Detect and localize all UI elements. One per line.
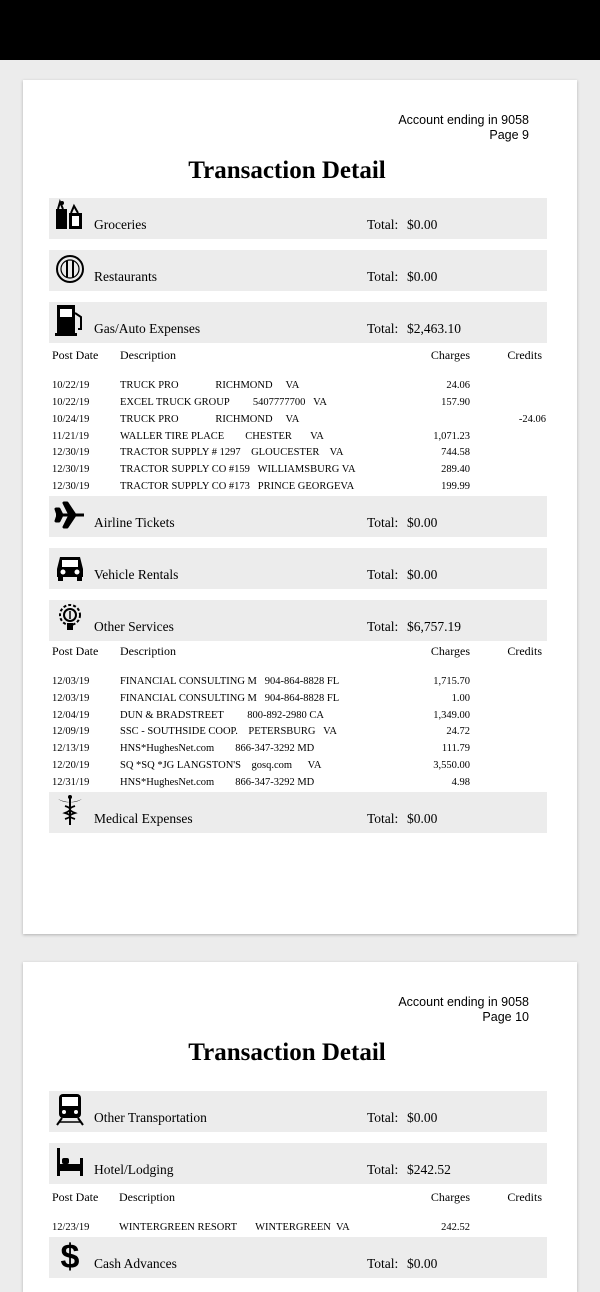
table-row: 12/31/19 HNS*HughesNet.com 866-347-3292 MD 4.98 (52, 777, 470, 788)
category-band-gas-auto (49, 302, 547, 343)
category-total: $2,463.10 (407, 321, 461, 336)
statement-page-10 (23, 962, 577, 1292)
header-charges: Charges (430, 644, 470, 658)
services-table-header (52, 644, 546, 660)
table-row: 10/22/19 TRUCK PRO RICHMOND VA 24.06 (52, 380, 470, 391)
category-total: $0.00 (407, 515, 438, 530)
table-row: 12/20/19 SQ *SQ *JG LANGSTON'S gosq.com VA 3,550.00 (52, 760, 470, 771)
category-label: Other Services (94, 619, 174, 634)
header-description: Description (119, 1190, 175, 1204)
category-total: $0.00 (407, 217, 438, 232)
category-label: Hotel/Lodging (94, 1162, 174, 1177)
page-title: Transaction Detail (188, 1039, 386, 1066)
category-total: $0.00 (407, 811, 438, 826)
account-ending-text: Account ending in 9058 (398, 995, 529, 1009)
page-number: Page 10 (482, 1010, 529, 1024)
table-row: 12/13/19 HNS*HughesNet.com 866-347-3292 MD 111.79 (52, 743, 470, 754)
category-label: Airline Tickets (94, 515, 175, 530)
grocery-bags-icon (54, 199, 86, 233)
header-description: Description (120, 348, 176, 362)
category-band-groceries (49, 198, 547, 239)
total-label: Total: (367, 567, 399, 582)
total-label: Total: (367, 217, 399, 232)
category-total: $0.00 (407, 1110, 438, 1125)
table-row: 11/21/19 WALLER TIRE PLACE CHESTER VA 1,071.23 (52, 431, 470, 442)
header-credits: Credits (507, 348, 542, 362)
total-label: Total: (367, 619, 399, 634)
top-black-bar (0, 0, 600, 60)
header-post-date: Post Date (52, 1190, 99, 1204)
account-header (398, 113, 529, 143)
car-icon (54, 549, 86, 583)
statement-page-9 (23, 80, 577, 934)
table-row: 12/30/19 TRACTOR SUPPLY # 1297 GLOUCESTER VA 744.58 (52, 447, 470, 458)
caduceus-icon (54, 793, 86, 827)
header-charges: Charges (430, 348, 470, 362)
table-row: 12/09/19 SSC - SOUTHSIDE COOP. PETERSBURG VA 24.72 (52, 726, 470, 737)
table-row: 12/03/19 FINANCIAL CONSULTING M 904-864-8828 FL 1.00 (52, 693, 470, 704)
total-label: Total: (367, 515, 399, 530)
category-label: Other Transportation (94, 1110, 207, 1125)
header-description: Description (120, 644, 176, 658)
page-title: Transaction Detail (188, 157, 386, 184)
total-label: Total: (367, 1162, 399, 1177)
table-row: 12/30/19 TRACTOR SUPPLY CO #159 WILLIAMSBURG VA 289.40 (52, 464, 470, 475)
table-row: 12/30/19 TRACTOR SUPPLY CO #173 PRINCE GEORGEVA 199.99 (52, 481, 470, 492)
header-credits: Credits (507, 1190, 542, 1204)
header-post-date: Post Date (52, 348, 99, 362)
gas-pump-icon (54, 303, 86, 337)
restaurant-plate-icon (54, 251, 86, 285)
dollar-sign-icon (54, 1238, 86, 1272)
total-label: Total: (367, 321, 399, 336)
total-label: Total: (367, 811, 399, 826)
category-band-other-transportation (49, 1091, 547, 1132)
header-post-date: Post Date (52, 644, 99, 658)
category-label: Medical Expenses (94, 811, 193, 826)
lightbulb-gear-icon (54, 601, 86, 635)
airplane-icon (54, 497, 86, 531)
table-row: 12/23/19 WINTERGREEN RESORT WINTERGREEN VA 242.52 (52, 1222, 470, 1233)
table-row: 10/22/19 EXCEL TRUCK GROUP 5407777700 VA 157.90 (52, 397, 470, 408)
category-band-cash-advances (49, 1237, 547, 1278)
category-total: $0.00 (407, 269, 438, 284)
category-band-other-services (49, 600, 547, 641)
svg-text:$: $ (60, 1238, 80, 1272)
category-band-vehicle-rentals (49, 548, 547, 589)
category-total: $6,757.19 (407, 619, 461, 634)
table-row: 10/24/19 TRUCK PRO RICHMOND VA -24.06 (52, 414, 546, 425)
header-credits: Credits (507, 644, 542, 658)
category-label: Cash Advances (94, 1256, 177, 1271)
total-label: Total: (367, 1256, 399, 1271)
account-header (398, 995, 529, 1025)
category-total: $242.52 (407, 1162, 451, 1177)
gas-table-header (52, 348, 546, 364)
total-label: Total: (367, 1110, 399, 1125)
table-row: 12/03/19 FINANCIAL CONSULTING M 904-864-8828 FL 1,715.70 (52, 676, 470, 687)
category-label: Gas/Auto Expenses (94, 321, 201, 336)
category-label: Restaurants (94, 269, 157, 284)
bed-icon (54, 1144, 86, 1178)
train-icon (54, 1092, 86, 1126)
total-label: Total: (367, 269, 399, 284)
hotel-table-header (52, 1190, 546, 1206)
category-label: Groceries (94, 217, 147, 232)
table-row: 12/04/19 DUN & BRADSTREET 800-892-2980 CA 1,349.00 (52, 710, 470, 721)
category-total: $0.00 (407, 1256, 438, 1271)
page-number: Page 9 (489, 128, 529, 142)
category-band-medical (49, 792, 547, 833)
category-total: $0.00 (407, 567, 438, 582)
category-band-hotel-lodging (49, 1143, 547, 1184)
category-label: Vehicle Rentals (94, 567, 179, 582)
account-ending-text: Account ending in 9058 (398, 113, 529, 127)
category-band-restaurants (49, 250, 547, 291)
header-charges: Charges (430, 1190, 470, 1204)
category-band-airline (49, 496, 547, 537)
